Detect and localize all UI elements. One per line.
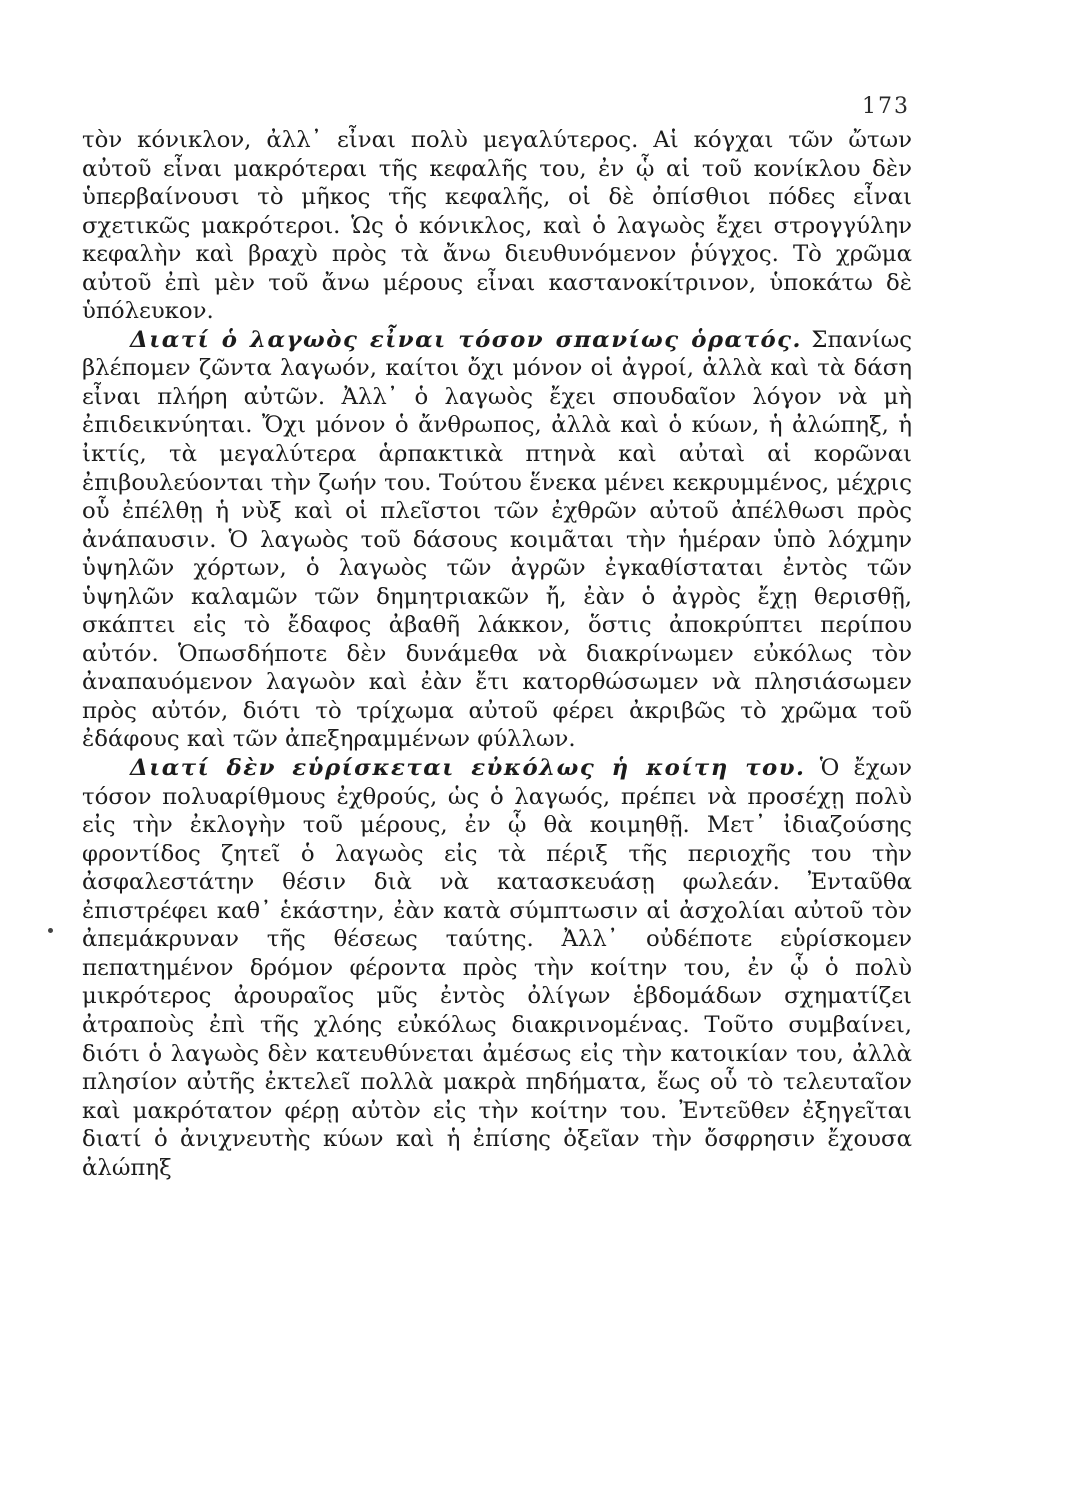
section-body: Ὁ ἔχων τόσον πολυαρίθμους ἐχθρούς, ὡς ὁ λαγωός, πρέπει νὰ προσέχῃ πολὺ εἰς τὴν ἐκλογὴν τοῦ μέρους, ἐν ᾧ θὰ κοιμηθῇ. Μετ᾽ ἰδιαζούσης φροντίδος ζητεῖ ὁ λαγωὸς εἰς τὰ πέριξ τῆς περιοχῆς του τὴν ἀσφαλεστάτην θέσιν διὰ νὰ κατασκευάσῃ φωλεάν. Ἐνταῦθα ἐπιστρέφει καθ᾽ ἑκάστην, ἐὰν κατὰ σύμπτωσιν αἱ ἀσχολίαι αὐτοῦ τὸν ἀπεμάκρυναν τῆς θέσεως ταύτης. Ἀλλ᾽ οὐδέποτε εὑρίσκομεν πεπατημένον δρόμον φέροντα πρὸς τὴν κοίτην του, ἐν ᾧ ὁ πολὺ μικρότερος ἀρουραῖος μῦς ἐντὸς ὀλίγων ἑβδομάδων σχηματίζει ἀτραποὺς ἐπὶ τῆς χλόης εὐκόλως διακρινομένας. Τοῦτο συμβαίνει, διότι ὁ λαγωὸς δὲν κατευθύνεται ἀμέσως εἰς τὴν κατοικίαν του, ἀλλὰ πλησίον αὐτῆς ἐκτελεῖ πολλὰ μακρὰ πηδήματα, ἕως οὗ τὸ τελευταῖον καὶ μακρότατον φέρῃ αὐτὸν εἰς τὴν κοίτην του. Ἐντεῦθεν ἐξηγεῖται διατί ὁ ἀνιχνευτὴς κύων καὶ ἡ ἐπίσης ὀξεῖαν τὴν ὄσφρησιν ἔχουσα ἀλώπηξ (82, 755, 912, 1181)
body-text (82, 126, 912, 1182)
section-why-rarely-seen (82, 326, 912, 754)
paragraph-continuation: τὸν κόνικλον, ἀλλ᾽ εἶναι πολὺ μεγαλύτερος. Αἱ κόγχαι τῶν ὤτων αὐτοῦ εἶναι μακρότεραι τῆς κεφαλῆς του, ἐν ᾧ αἱ τοῦ κονίκλου δὲν ὑπερβαίνουσι τὸ μῆκος τῆς κεφαλῆς, οἱ δὲ ὀπίσθιοι πόδες εἶναι σχετικῶς μακρότεροι. Ὡς ὁ κόνικλος, καὶ ὁ λαγωὸς ἔχει στρογγύλην κεφαλὴν καὶ βραχὺ πρὸς τὰ ἄνω διευθυνόμενον ῥύγχος. Τὸ χρῶμα αὐτοῦ ἐπὶ μὲν τοῦ ἄνω μέρους εἶναι καστανοκίτρινον, ὑποκάτω δὲ ὑπόλευκον. (82, 127, 912, 325)
section-heading: Διατί ὁ λαγωὸς εἶναι τόσον σπανίως ὁρατός. (130, 326, 802, 353)
section-heading: Διατί δὲν εὑρίσκεται εὐκόλως ἡ κοίτη του. (130, 755, 806, 782)
margin-dot-mark (48, 928, 53, 933)
section-why-lair-hidden (82, 754, 912, 1182)
section-body: Σπανίως βλέπομεν ζῶντα λαγωόν, καίτοι ὄχι μόνον οἱ ἀγροί, ἀλλὰ καὶ τὰ δάση εἶναι πλήρη αὐτῶν. Ἀλλ᾽ ὁ λαγωὸς ἔχει σπουδαῖον λόγον νὰ μὴ ἐπιδεικνύηται. Ὄχι μόνον ὁ ἄνθρωπος, ἀλλὰ καὶ ὁ κύων, ἡ ἀλώπηξ, ἡ ἰκτίς, τὰ μεγαλύτερα ἁρπακτικὰ πτηνὰ καὶ αὐταὶ αἱ κορῶναι ἐπιβουλεύονται τὴν ζωήν του. Τούτου ἕνεκα μένει κεκρυμμένος, μέχρις οὗ ἐπέλθῃ ἡ νὺξ καὶ οἱ πλεῖστοι τῶν ἐχθρῶν αὐτοῦ ἀπέλθωσι πρὸς ἀνάπαυσιν. Ὁ λαγωὸς τοῦ δάσους κοιμᾶται τὴν ἡμέραν ὑπὸ λόχμην ὑψηλῶν χόρτων, ὁ λαγωὸς τῶν ἀγρῶν ἐγκαθίσταται ἐντὸς τῶν ὑψηλῶν καλαμῶν τῶν δημητριακῶν ἤ, ἐὰν ὁ ἀγρὸς ἔχῃ θερισθῇ, σκάπτει εἰς τὸ ἔδαφος ἀβαθῆ λάκκον, ὅστις ἀποκρύπτει περίπου αὐτόν. Ὁπωσδήποτε δὲν δυνάμεθα νὰ διακρίνωμεν εὐκόλως τὸν ἀναπαυόμενον λαγωὸν καὶ ἐὰν ἔτι κατορθώσωμεν νὰ πλησιάσωμεν πρὸς αὐτόν, διότι τὸ τρίχωμα αὐτοῦ φέρει ἀκριβῶς τὸ χρῶμα τοῦ ἐδάφους καὶ τῶν ἀπεξηραμμένων φύλλων. (82, 326, 912, 753)
page-number: 173 (862, 94, 910, 119)
